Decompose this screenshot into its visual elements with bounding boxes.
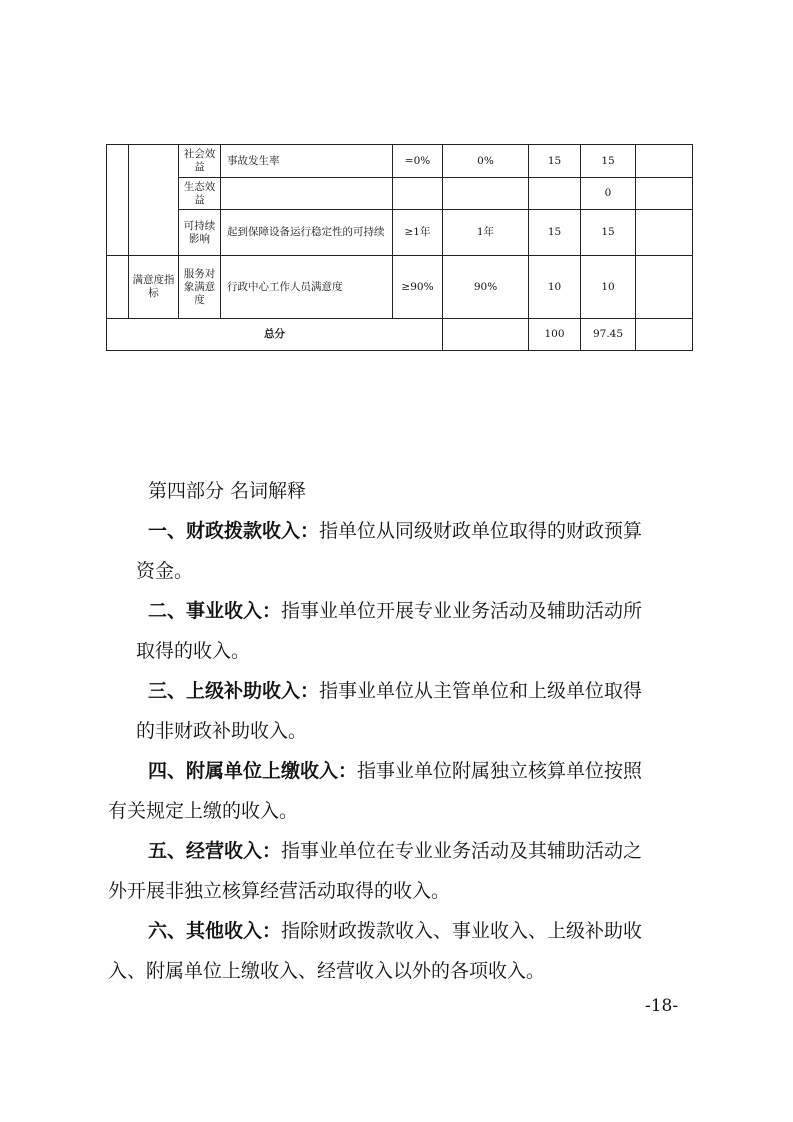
definition-term: 六、其他收入： [148,920,282,942]
note-cell [636,145,693,178]
metric-cell [221,178,393,210]
table-row [107,178,693,210]
note-cell [636,178,693,210]
definition-term: 五、经营收入： [148,840,282,862]
section-title: 第四部分 名词解释 [148,480,307,502]
definition-continuation: 入、附属单位上缴收入、经营收入以外的各项收入。 [108,960,546,982]
table-row [107,210,693,256]
definition-continuation: 外开展非独立核算经营活动取得的收入。 [108,880,451,902]
cat2-cell: 可持续影响 [179,210,221,256]
actual-cell [443,178,529,210]
cat2-cell: 服务对象满意度 [179,256,221,319]
definition-text: 指事业单位在专业业务活动及其辅助活动之 [281,840,643,862]
total-score-cell: 97.45 [581,319,636,351]
note-cell [636,210,693,256]
metric-cell: 事故发生率 [221,145,393,178]
definition-continuation: 资金。 [136,560,194,582]
total-weight-cell: 100 [529,319,581,351]
definition-term: 四、附属单位上缴收入： [148,760,358,782]
score-cell: 15 [581,145,636,178]
definition-term: 二、事业收入： [148,600,282,622]
definition-item [108,598,698,678]
cat0-cell [107,145,129,256]
actual-cell: 0% [443,145,529,178]
table-row [107,256,693,319]
definition-text: 指事业单位附属独立核算单位按照 [357,760,643,782]
definition-text: 指事业单位开展专业业务活动及辅助活动所 [281,600,643,622]
definition-item [108,838,698,918]
definition-item [108,918,698,998]
score-cell: 10 [581,256,636,319]
definition-item [108,678,698,758]
note-cell [636,256,693,319]
target-cell [393,178,443,210]
metric-cell: 起到保障设备运行稳定性的可持续 [221,210,393,256]
definition-text: 指事业单位从主管单位和上级单位取得 [319,680,643,702]
cat0-cell [107,256,129,319]
table-row [107,145,693,178]
total-note-cell [636,319,693,351]
weight-cell: 10 [529,256,581,319]
target-cell: =0% [393,145,443,178]
definition-term: 三、上级补助收入： [148,680,320,702]
weight-cell [529,178,581,210]
cat2-cell: 生态效益 [179,178,221,210]
weight-cell: 15 [529,210,581,256]
cat1-cell: 满意度指标 [129,256,179,319]
definition-item [108,758,698,838]
target-cell: ≥1年 [393,210,443,256]
weight-cell: 15 [529,145,581,178]
score-cell: 0 [581,178,636,210]
definition-item [108,518,698,598]
actual-cell: 1年 [443,210,529,256]
definition-term: 一、财政拨款收入： [148,520,320,542]
total-row [107,319,693,351]
definition-text: 指除财政拨款收入、事业收入、上级补助收 [281,920,643,942]
total-label: 总分 [107,319,443,351]
total-actual-cell [443,319,529,351]
target-cell: ≥90% [393,256,443,319]
definition-continuation: 有关规定上缴的收入。 [108,800,299,822]
definition-continuation: 取得的收入。 [136,640,251,662]
metric-cell: 行政中心工作人员满意度 [221,256,393,319]
definition-text: 指单位从同级财政单位取得的财政预算 [319,520,643,542]
actual-cell: 90% [443,256,529,319]
cat1-cell [129,145,179,256]
cat2-cell: 社会效益 [179,145,221,178]
performance-table [106,144,693,351]
score-cell: 15 [581,210,636,256]
definition-continuation: 的非财政补助收入。 [136,720,308,742]
page-number: -18- [645,996,679,1016]
